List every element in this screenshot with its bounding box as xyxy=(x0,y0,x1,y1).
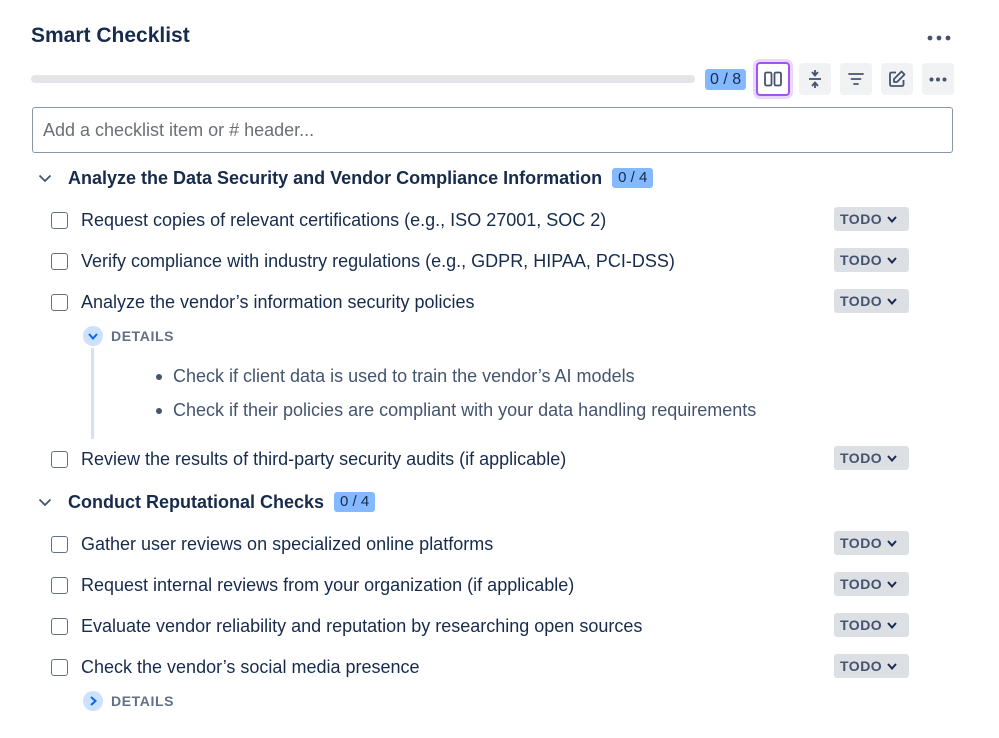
details-label: DETAILS xyxy=(111,693,175,709)
status-dropdown[interactable] xyxy=(834,572,909,596)
toolbar-more-button[interactable] xyxy=(922,63,954,95)
section-title: Conduct Reputational Checks xyxy=(68,491,325,512)
item-checkbox[interactable] xyxy=(51,253,68,270)
status-dropdown[interactable] xyxy=(834,289,909,313)
details-toggle[interactable] xyxy=(83,326,174,346)
checklist-item xyxy=(51,613,911,639)
status-dropdown[interactable] xyxy=(834,446,909,470)
item-checkbox[interactable] xyxy=(51,618,68,635)
collapse-all-button[interactable] xyxy=(799,63,831,95)
split-view-icon xyxy=(764,71,782,87)
checklist-item xyxy=(51,572,911,598)
chevron-down-icon xyxy=(887,216,897,223)
item-checkbox[interactable] xyxy=(51,212,68,229)
chevron-down-icon xyxy=(83,326,103,346)
collapse-icon xyxy=(807,70,823,88)
status-label: TODO xyxy=(840,658,883,674)
chevron-down-icon xyxy=(887,257,897,264)
chevron-down-icon xyxy=(887,455,897,462)
split-view-button[interactable] xyxy=(756,62,790,96)
details-divider xyxy=(91,348,94,439)
item-checkbox[interactable] xyxy=(51,659,68,676)
details-label: DETAILS xyxy=(111,328,175,344)
more-icon xyxy=(929,77,947,82)
checklist-item xyxy=(51,289,911,315)
item-text[interactable]: Analyze the vendor’s information security policies xyxy=(81,291,475,312)
status-dropdown[interactable] xyxy=(834,207,909,231)
item-text[interactable]: Gather user reviews on specialized online platforms xyxy=(81,533,494,554)
item-text[interactable]: Verify compliance with industry regulations (e.g., GDPR, HIPAA, PCI-DSS) xyxy=(81,250,675,271)
details-bullet xyxy=(156,400,756,421)
status-label: TODO xyxy=(840,211,883,227)
status-label: TODO xyxy=(840,617,883,633)
status-label: TODO xyxy=(840,535,883,551)
details-bullet xyxy=(156,366,635,387)
header-more-button[interactable] xyxy=(922,24,956,52)
status-dropdown[interactable] xyxy=(834,613,909,637)
chevron-down-icon[interactable] xyxy=(36,169,54,187)
chevron-down-icon xyxy=(887,298,897,305)
checklist-item xyxy=(51,207,911,233)
chevron-down-icon xyxy=(887,581,897,588)
item-checkbox[interactable] xyxy=(51,536,68,553)
checklist-item xyxy=(51,248,911,274)
item-text[interactable]: Review the results of third-party security audits (if applicable) xyxy=(81,448,567,469)
status-dropdown[interactable] xyxy=(834,248,909,272)
chevron-right-icon xyxy=(83,691,103,711)
item-text[interactable]: Evaluate vendor reliability and reputation by researching open sources xyxy=(81,615,643,636)
section-count: 0 / 4 xyxy=(612,168,653,188)
progress-bar xyxy=(31,75,695,83)
chevron-down-icon[interactable] xyxy=(36,493,54,511)
chevron-down-icon xyxy=(887,663,897,670)
item-checkbox[interactable] xyxy=(51,294,68,311)
status-dropdown[interactable] xyxy=(834,531,909,555)
item-text[interactable]: Request internal reviews from your organization (if applicable) xyxy=(81,574,575,595)
status-label: TODO xyxy=(840,450,883,466)
details-toggle[interactable] xyxy=(83,691,174,711)
checklist-item xyxy=(51,531,911,557)
add-item-input[interactable] xyxy=(32,107,953,153)
page-title: Smart Checklist xyxy=(31,24,190,47)
status-dropdown[interactable] xyxy=(834,654,909,678)
section-title: Analyze the Data Security and Vendor Compliance Information xyxy=(68,167,603,188)
edit-icon xyxy=(888,70,906,88)
more-icon xyxy=(927,35,951,41)
item-checkbox[interactable] xyxy=(51,577,68,594)
chevron-down-icon xyxy=(887,622,897,629)
chevron-down-icon xyxy=(887,540,897,547)
filter-button[interactable] xyxy=(840,63,872,95)
checklist-item xyxy=(51,654,911,680)
item-text[interactable]: Check the vendor’s social media presence xyxy=(81,656,420,677)
status-label: TODO xyxy=(840,293,883,309)
details-text: Check if their policies are compliant with your data handling requirements xyxy=(173,400,757,420)
section-header xyxy=(36,165,653,191)
progress-count: 0 / 8 xyxy=(705,69,746,90)
section-header xyxy=(36,489,375,515)
toolbar xyxy=(31,60,957,98)
filter-icon xyxy=(848,72,864,86)
edit-button[interactable] xyxy=(881,63,913,95)
details-text: Check if client data is used to train the vendor’s AI models xyxy=(173,366,635,386)
item-text[interactable]: Request copies of relevant certifications (e.g., ISO 27001, SOC 2) xyxy=(81,209,607,230)
checklist-item xyxy=(51,446,911,472)
section-count: 0 / 4 xyxy=(334,492,375,512)
item-checkbox[interactable] xyxy=(51,451,68,468)
status-label: TODO xyxy=(840,252,883,268)
status-label: TODO xyxy=(840,576,883,592)
